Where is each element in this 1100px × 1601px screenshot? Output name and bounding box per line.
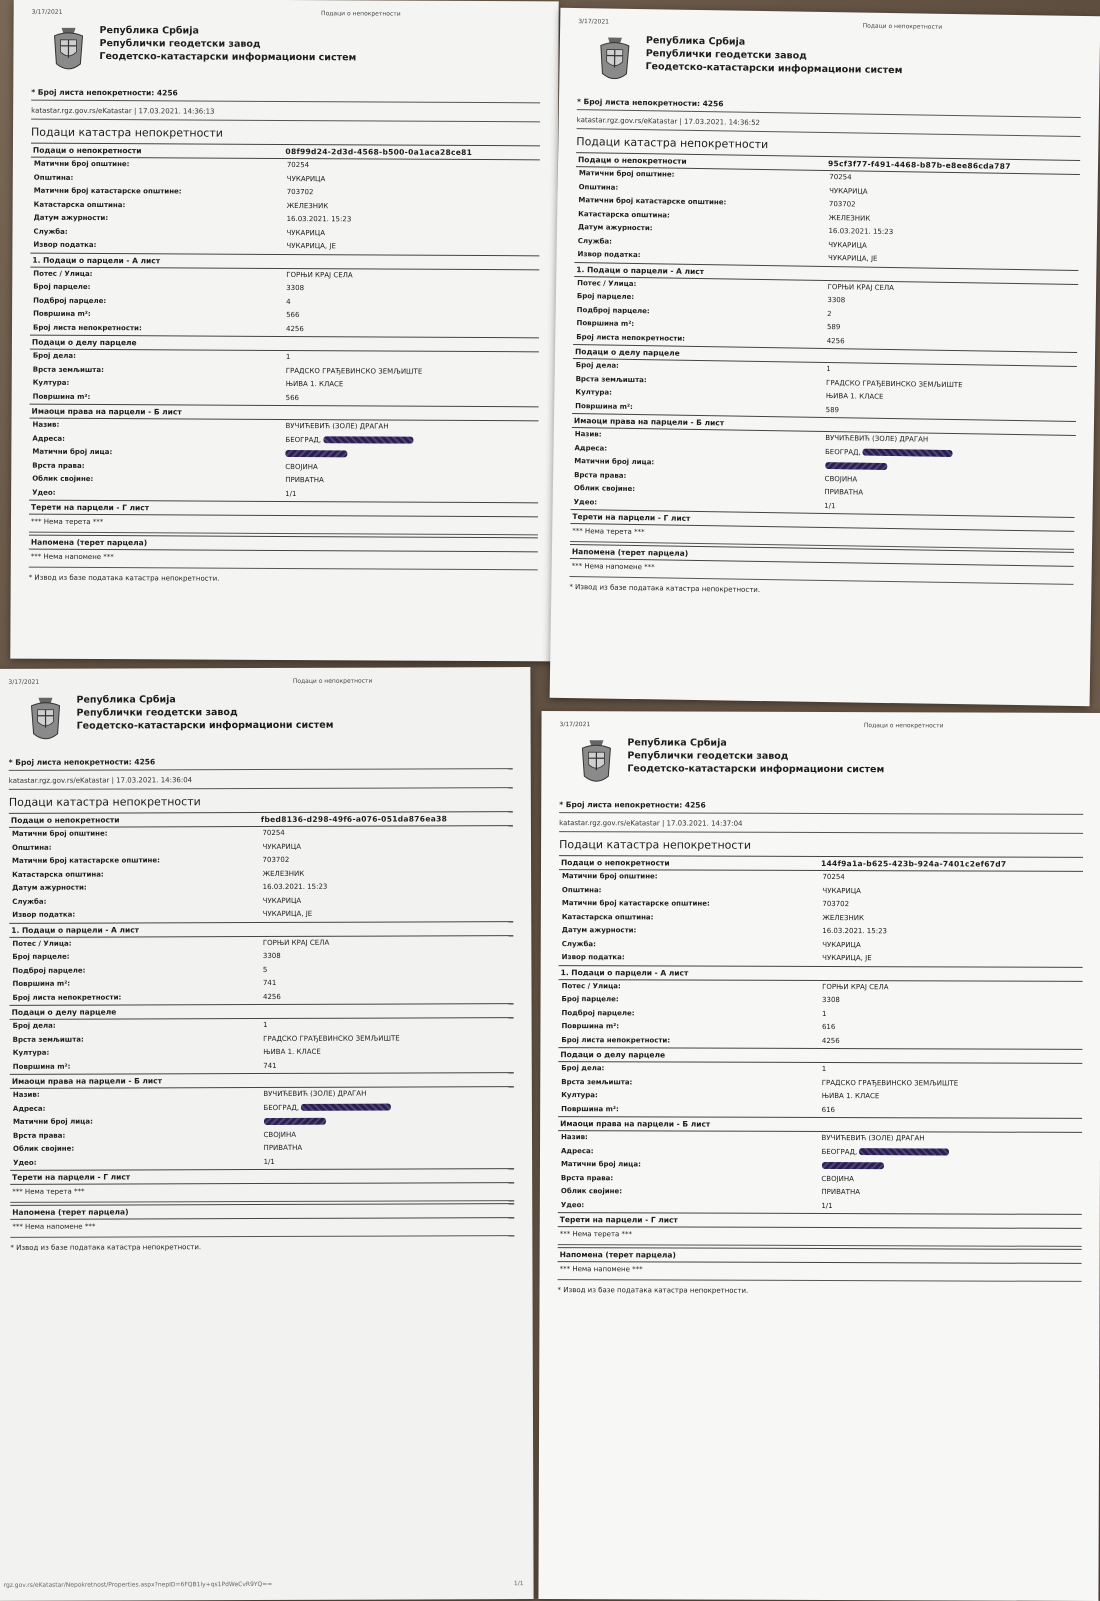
rights-section-header: Имаоци права на парцели - Б лист — [10, 1072, 514, 1089]
part-section-header: Подаци о делу парцеле — [30, 335, 539, 353]
org-line-3: Геодетско-катастарски информациони систем — [627, 763, 885, 776]
sheet-title: Подаци катастра непокретности — [8, 795, 201, 809]
field-row: Врста права: СВОЈИНА — [12, 1130, 297, 1140]
burden-section-header: Терети на парцели - Г лист — [10, 1168, 514, 1185]
field-row: Облик својине: ПРИВАТНА — [560, 1187, 861, 1197]
no-note-note: *** Нема напомене *** — [558, 1262, 1082, 1282]
field-row: Матични број општине: 70254 — [578, 169, 852, 182]
cadastre-sheet — [550, 8, 1100, 706]
note-section-header: Напомена (терет парцела) — [10, 1203, 514, 1220]
print-date: 3/17/2021 — [559, 721, 591, 729]
field-row: Површина m²: 589 — [573, 317, 1077, 338]
field-row: Матични број катастарске општине: 703702 — [561, 899, 850, 909]
redaction-scribble — [863, 449, 953, 457]
field-row: Матични број лица: — [29, 446, 538, 462]
serbian-coat-of-arms-icon — [28, 694, 62, 744]
field-row: Број парцеле: 3308 — [12, 951, 281, 961]
parcel-section-header: 1. Подаци о парцели - А лист — [30, 252, 539, 270]
print-header — [559, 721, 1083, 730]
org-line-1: Република Србија — [645, 35, 746, 48]
parcel-area: 566 — [286, 311, 300, 320]
field-row: Адреса: БЕОГРАД, — [29, 432, 538, 448]
part-section-header: Подаци о делу парцеле — [573, 344, 1077, 367]
part-section-header: Подаци о делу парцеле — [10, 1003, 514, 1020]
field-row: Врста земљишта: ГРАДСКО ГРАЂЕВИНСКО ЗЕМЉИШТЕ — [575, 374, 963, 389]
field-row: Број листа непокретности: 4256 — [576, 332, 845, 345]
field-row: Назив: ВУЧИЋЕВИЋ (ЗОЛЕ) ДРАГАН — [12, 1089, 367, 1099]
no-note-note: *** Нема напомене *** — [10, 1218, 514, 1238]
print-header — [32, 9, 541, 19]
field-row: Адреса: БЕОГРАД, — [571, 442, 1075, 463]
field-row: Број листа непокретности: 4256 — [12, 992, 281, 1002]
org-line-1: Република Србија — [627, 737, 727, 749]
no-note-note: *** Нема напомене *** — [570, 559, 1074, 585]
org-line-3: Геодетско-катастарски информациони систем — [76, 719, 334, 732]
no-burden-note: *** Нема терета *** — [29, 515, 538, 536]
field-row: Врста земљишта: ГРАДСКО ГРАЂЕВИНСКО ЗЕМЉИШТЕ — [12, 1034, 400, 1044]
redaction-scribble — [859, 1148, 949, 1155]
field-row: Удео: 1/1 — [13, 1157, 275, 1167]
org-header — [51, 24, 540, 77]
field-row: Матични број општине: 70254 — [11, 828, 285, 838]
print-footer — [4, 1580, 524, 1589]
field-row: Број парцеле: 3308 — [561, 995, 840, 1005]
parcel-section-header: 1. Подаци о парцели - А лист — [559, 965, 1083, 982]
parcel-area: 741 — [262, 978, 277, 987]
org-header — [28, 692, 512, 744]
cadastre-sheet — [0, 667, 534, 1601]
sub-number: 2 — [827, 309, 832, 318]
field-row: Матични број катастарске општине: 703702 — [578, 196, 856, 209]
serbian-coat-of-arms-icon — [597, 33, 632, 84]
source-url-line: katastar.rgz.gov.rs/eKatastar | 17.03.2021. 14:36:04 — [9, 775, 513, 790]
org-header — [579, 736, 1083, 788]
field-row: Број парцеле: 3308 — [576, 292, 846, 305]
print-header — [578, 18, 1082, 33]
field-row: Матични број катастарске општине: 703702 — [33, 186, 314, 197]
field-row: Површина m²: 616 — [561, 1104, 836, 1114]
field-row: Број дела: 1 — [561, 1064, 827, 1074]
field-row: Извор податка: ЧУКАРИЦА, ЈЕ — [33, 240, 336, 251]
no-burden-note: *** Нема терета *** — [570, 524, 1074, 550]
org-line-2: Републички геодетски завод — [99, 38, 261, 50]
field-row: Датум ажурности: 16.03.2021. 15:23 — [561, 926, 888, 936]
field-row: Општина: ЧУКАРИЦА — [561, 885, 861, 895]
rights-section-header: Имаоци права на парцели - Б лист — [572, 413, 1076, 436]
org-line-1: Република Србија — [76, 694, 176, 706]
cadastre-sheet — [538, 711, 1100, 1601]
redaction-scribble — [821, 1162, 883, 1169]
print-title: Подаци о непокретности — [292, 677, 373, 685]
field-row: Служба: ЧУКАРИЦА — [12, 896, 302, 906]
property-data-header: Подаци о непокретности fbed8136-d298-49f6-a076-051da876ea38 — [9, 811, 513, 828]
field-row: Подброј парцеле: 5 — [9, 963, 513, 978]
sub-number: 5 — [262, 965, 268, 974]
part-section-header: Подаци о делу парцеле — [558, 1047, 1082, 1064]
field-row: Општина: ЧУКАРИЦА — [578, 182, 868, 196]
print-title: Подаци о непокретности — [321, 10, 401, 18]
field-row: Матични број лица: — [571, 455, 1075, 476]
list-number-line: * Број листа непокретности: 4256 — [577, 97, 1081, 118]
redaction-scribble — [825, 462, 887, 470]
field-row: Површина m²: 566 — [30, 308, 539, 324]
field-row: Култура: ЊИВА 1. КЛАСЕ — [12, 1047, 321, 1057]
field-row: Потес / Улица: ГОРЊИ КРАЈ СЕЛА — [561, 981, 889, 991]
serbian-coat-of-arms-icon — [579, 736, 613, 786]
print-title: Подаци о непокретности — [862, 22, 943, 31]
footnote: * Извод из базе података катастра непокретности. — [28, 573, 220, 583]
parcel-section-header: 1. Подаци о парцели - А лист — [574, 262, 1078, 285]
field-row: Број дела: 1 — [12, 1020, 268, 1030]
property-id: 08f99d24-2d3d-4568-b500-0a1aca28ce81 — [285, 147, 473, 157]
field-row: Површина m²: 741 — [12, 1061, 277, 1071]
field-row: Назив: ВУЧИЋЕВИЋ (ЗОЛЕ) ДРАГАН — [574, 430, 929, 444]
field-row: Потес / Улица: ГОРЊИ КРАЈ СЕЛА — [577, 278, 895, 292]
field-row: Број листа непокретности: 4256 — [32, 323, 304, 333]
parcel-area: 616 — [821, 1023, 836, 1032]
serbian-coat-of-arms-icon — [51, 24, 85, 74]
field-row: Култура: ЊИВА 1. КЛАСЕ — [32, 378, 344, 389]
org-header — [597, 33, 1082, 91]
field-row: Извор податка: ЧУКАРИЦА, ЈЕ — [577, 250, 878, 263]
field-row: Број парцеле: 3308 — [33, 282, 305, 293]
burden-section-header: Терети на парцели - Г лист — [558, 1212, 1082, 1229]
footnote: * Извод из базе података катастра непокретности. — [10, 1243, 202, 1252]
field-row: Врста права: СВОЈИНА — [560, 1173, 854, 1183]
field-row: Подброј парцеле: 1 — [558, 1007, 1082, 1022]
field-row: Површина m²: 589 — [575, 401, 840, 414]
redaction-scribble — [263, 1117, 325, 1124]
sheet-title: Подаци катастра непокретности — [559, 838, 752, 852]
field-row: Катастарска општина: ЖЕЛЕЗНИК — [561, 912, 864, 922]
sub-number: 4 — [286, 297, 291, 306]
source-url-line: katastar.rgz.gov.rs/eKatastar | 17.03.2021. 14:36:52 — [577, 116, 1081, 137]
field-row: Датум ажурности: 16.03.2021. 15:23 — [577, 223, 894, 237]
property-data-header: Подаци о непокретности 95cf3f77-f491-4468-b87b-e8ee86cda787 — [576, 152, 1080, 175]
field-row: Облик својине: ПРИВАТНА — [573, 484, 864, 497]
redaction-scribble — [285, 450, 347, 457]
print-title: Подаци о непокретности — [863, 722, 944, 730]
org-line-2: Републички геодетски завод — [645, 48, 807, 62]
note-section-header: Напомена (терет парцела) — [558, 1247, 1082, 1264]
field-row: Култура: ЊИВА 1. КЛАСЕ — [575, 388, 884, 401]
field-row: Број дела: 1 — [32, 351, 291, 362]
redaction-scribble — [301, 1104, 391, 1111]
field-row: Назив: ВУЧИЋЕВИЋ (ЗОЛЕ) ДРАГАН — [32, 420, 389, 431]
footnote: * Извод из базе података катастра непокретности. — [569, 583, 761, 595]
field-row: Врста земљишта: ГРАДСКО ГРАЂЕВИНСКО ЗЕМЉИШТЕ — [32, 365, 423, 376]
org-line-3: Геодетско-катастарски информациони систем — [99, 51, 357, 64]
source-url-line: katastar.rgz.gov.rs/eKatastar | 17.03.2021. 14:36:13 — [31, 107, 540, 123]
sub-number: 1 — [821, 1009, 827, 1018]
field-row: Служба: ЧУКАРИЦА — [577, 236, 867, 250]
rights-section-header: Имаоци права на парцели - Б лист — [558, 1116, 1082, 1133]
field-row: Подброј парцеле: 4 — [30, 294, 539, 310]
burden-section-header: Терети на парцели - Г лист — [29, 500, 538, 518]
page-number: 1/1 — [513, 1580, 524, 1588]
field-row: Подброј парцеле: 2 — [574, 304, 1078, 325]
field-row: Датум ажурности: 16.03.2021. 15:23 — [12, 882, 328, 892]
no-burden-note: *** Нема терета *** — [558, 1227, 1082, 1247]
field-row: Извор податка: ЧУКАРИЦА, ЈЕ — [12, 909, 313, 919]
no-burden-note: *** Нема терета *** — [10, 1183, 514, 1203]
sheet-title: Подаци катастра непокретности — [576, 135, 769, 152]
field-row: Број листа непокретности: 4256 — [561, 1035, 840, 1045]
field-row: Назив: ВУЧИЋЕВИЋ (ЗОЛЕ) ДРАГАН — [561, 1133, 925, 1143]
field-row: Облик својине: ПРИВАТНА — [13, 1143, 303, 1153]
burden-section-header: Терети на парцели - Г лист — [570, 509, 1074, 532]
field-row: Врста права: СВОЈИНА — [574, 470, 858, 484]
field-row: Катастарска општина: ЖЕЛЕЗНИК — [578, 209, 871, 223]
field-row: Матични број општине: 70254 — [33, 159, 310, 170]
print-header — [8, 677, 512, 686]
list-number-line: * Број листа непокретности: 4256 — [9, 756, 513, 771]
field-row: Матични број општине: 70254 — [561, 872, 845, 882]
footnote: * Извод из базе података катастра непокретности. — [557, 1286, 749, 1295]
field-row: Култура: ЊИВА 1. КЛАСЕ — [561, 1091, 880, 1101]
parcel-area: 589 — [826, 323, 841, 332]
field-row: Адреса: БЕОГРАД, — [10, 1101, 514, 1116]
org-line-1: Република Србија — [99, 25, 199, 37]
field-row: Адреса: БЕОГРАД, — [558, 1145, 1082, 1160]
field-row: Врста земљишта: ГРАДСКО ГРАЂЕВИНСКО ЗЕМЉИШТЕ — [561, 1077, 959, 1087]
field-row: Удео: 1/1 — [560, 1200, 833, 1210]
field-row: Служба: ЧУКАРИЦА — [561, 939, 861, 949]
property-id: 95cf3f77-f491-4468-b87b-e8ee86cda787 — [827, 159, 1011, 171]
field-row: Служба: ЧУКАРИЦА — [33, 227, 326, 237]
source-url-line: katastar.rgz.gov.rs/eKatastar | 17.03.2021. 14:37:04 — [559, 819, 1083, 834]
field-row: Површина m²: 566 — [32, 392, 300, 402]
field-row: Потес / Улица: ГОРЊИ КРАЈ СЕЛА — [12, 938, 330, 948]
field-row: Извор податка: ЧУКАРИЦА, ЈЕ — [561, 953, 872, 963]
org-line-2: Републички геодетски завод — [76, 707, 238, 719]
field-row: Површина m²: 741 — [9, 976, 513, 991]
field-row: Катастарска општина: ЖЕЛЕЗНИК — [12, 869, 305, 879]
field-row: Матични број лица: — [10, 1114, 514, 1129]
field-row: Матични број катастарске општине: 703702 — [12, 855, 290, 865]
field-row: Општина: ЧУКАРИЦА — [11, 842, 302, 852]
note-section-header: Напомена (терет парцела) — [570, 544, 1074, 567]
field-row: Катастарска општина: ЖЕЛЕЗНИК — [33, 200, 329, 210]
rights-section-header: Имаоци права на парцели - Б лист — [30, 404, 539, 422]
sheet-title: Подаци катастра непокретности — [30, 125, 223, 140]
print-date: 3/17/2021 — [8, 678, 40, 686]
redaction-scribble — [323, 436, 413, 443]
field-row: Потес / Улица: ГОРЊИ КРАЈ СЕЛА — [33, 269, 353, 279]
property-id: 144f9a1a-b625-423b-924a-7401c2ef67d7 — [821, 859, 1007, 869]
cadastre-sheet — [10, 0, 558, 661]
print-date: 3/17/2021 — [578, 18, 610, 26]
list-number-line: * Број листа непокретности: 4256 — [31, 88, 540, 104]
property-data-header: Подаци о непокретности 08f99d24-2d3d-4568-b500-0a1aca28ce81 — [31, 143, 540, 161]
parcel-section-header: 1. Подаци о парцели - А лист — [9, 921, 513, 938]
org-line-2: Републички геодетски завод — [627, 750, 789, 762]
print-date: 3/17/2021 — [31, 8, 63, 16]
field-row: Површина m²: 616 — [558, 1020, 1082, 1035]
org-line-3: Геодетско-катастарски информациони систем — [645, 61, 903, 77]
field-row: Врста права: СВОЈИНА — [32, 461, 318, 471]
field-row: Облик својине: ПРИВАТНА — [32, 474, 324, 485]
field-row: Удео: 1/1 — [32, 488, 297, 498]
field-row: Датум ажурности: 16.03.2021. 15:23 — [33, 213, 352, 224]
field-row: Број дела: 1 — [575, 361, 831, 374]
note-section-header: Напомена (терет парцела) — [29, 535, 538, 553]
field-row: Општина: ЧУКАРИЦА — [33, 173, 326, 183]
property-data-header: Подаци о непокретности 144f9a1a-b625-423b-924a-7401c2ef67d7 — [559, 855, 1083, 872]
field-row: Матични број лица: — [558, 1158, 1082, 1173]
print-url: rgz.gov.rs/eKatastar/Nepokretnost/Properties.aspx?nepID=6FQB1ly+qs1PdWeCvR9YQ== — [3, 1580, 273, 1589]
property-id: fbed8136-d298-49f6-a076-051da876ea38 — [260, 814, 448, 825]
field-row: Удео: 1/1 — [573, 497, 836, 510]
list-number-line: * Број листа непокретности: 4256 — [559, 800, 1083, 815]
no-note-note: *** Нема напомене *** — [29, 550, 538, 571]
